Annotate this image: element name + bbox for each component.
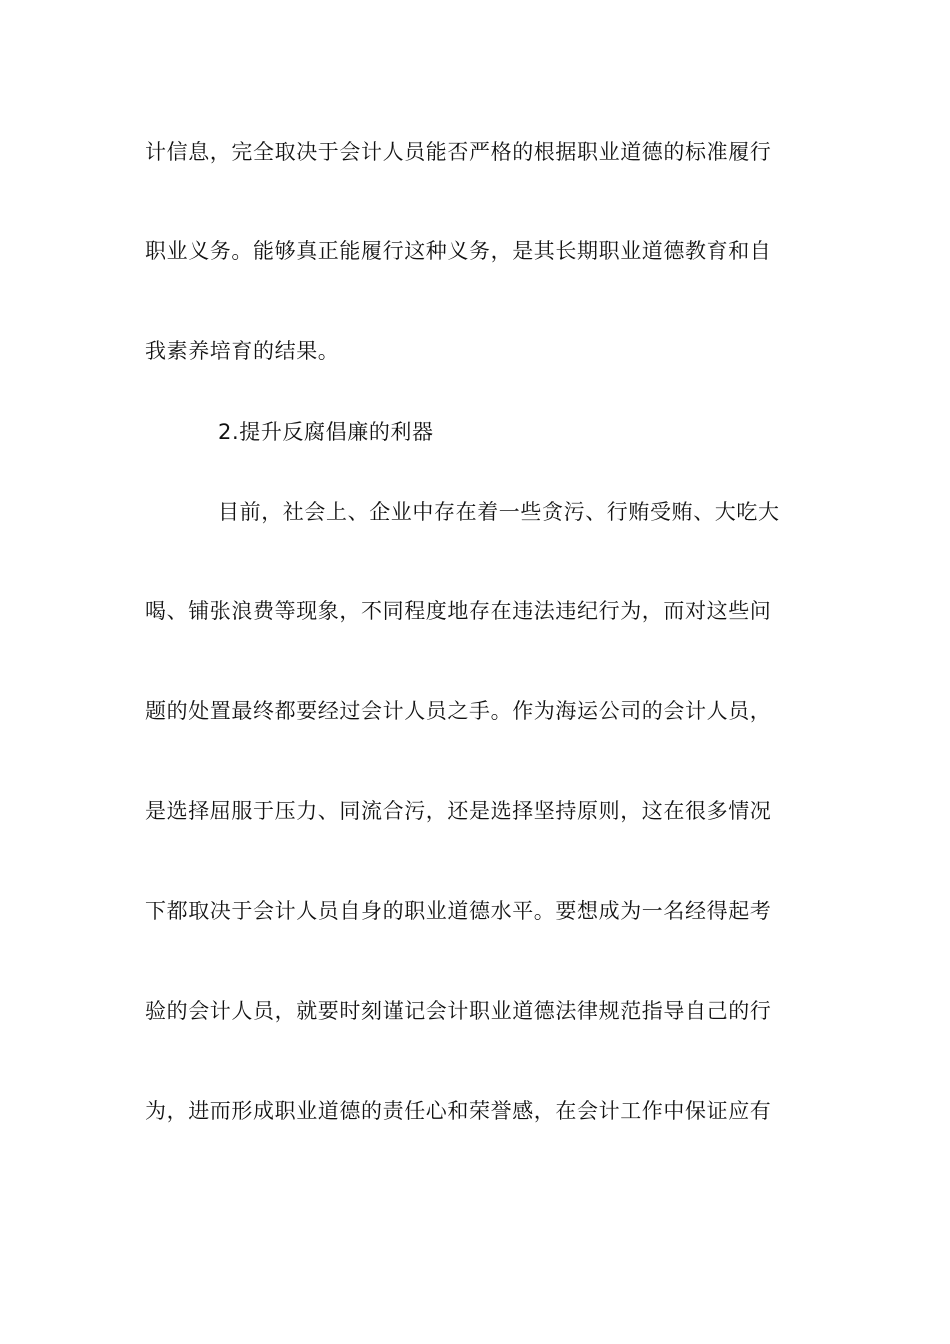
paragraph-2-line-1: 目前，社会上、企业中存在着一些贪污、行贿受贿、大吃大 (218, 500, 780, 524)
paragraph-1-line-1: 计信息，完全取决于会计人员能否严格的根据职业道德的标准履行 (145, 140, 772, 164)
paragraph-2-line-7: 为，进而形成职业道德的责任心和荣誉感，在会计工作中保证应有 (145, 1099, 772, 1123)
paragraph-2-line-3: 题的处置最终都要经过会计人员之手。作为海运公司的会计人员， (145, 699, 772, 723)
paragraph-2-line-6: 验的会计人员，就要时刻谨记会计职业道德法律规范指导自己的行 (145, 999, 772, 1023)
paragraph-1-line-3: 我素养培育的结果。 (145, 339, 340, 363)
paragraph-1-line-2: 职业义务。能够真正能履行这种义务，是其长期职业道德教育和自 (145, 239, 772, 263)
paragraph-2-line-5: 下都取决于会计人员自身的职业道德水平。要想成为一名经得起考 (145, 899, 772, 923)
paragraph-2-line-2: 喝、铺张浪费等现象，不同程度地存在违法违纪行为，而对这些问 (145, 599, 772, 623)
section-heading: 2.提升反腐倡廉的利器 (218, 420, 434, 444)
paragraph-2-line-4: 是选择屈服于压力、同流合污，还是选择坚持原则，这在很多情况 (145, 799, 772, 823)
